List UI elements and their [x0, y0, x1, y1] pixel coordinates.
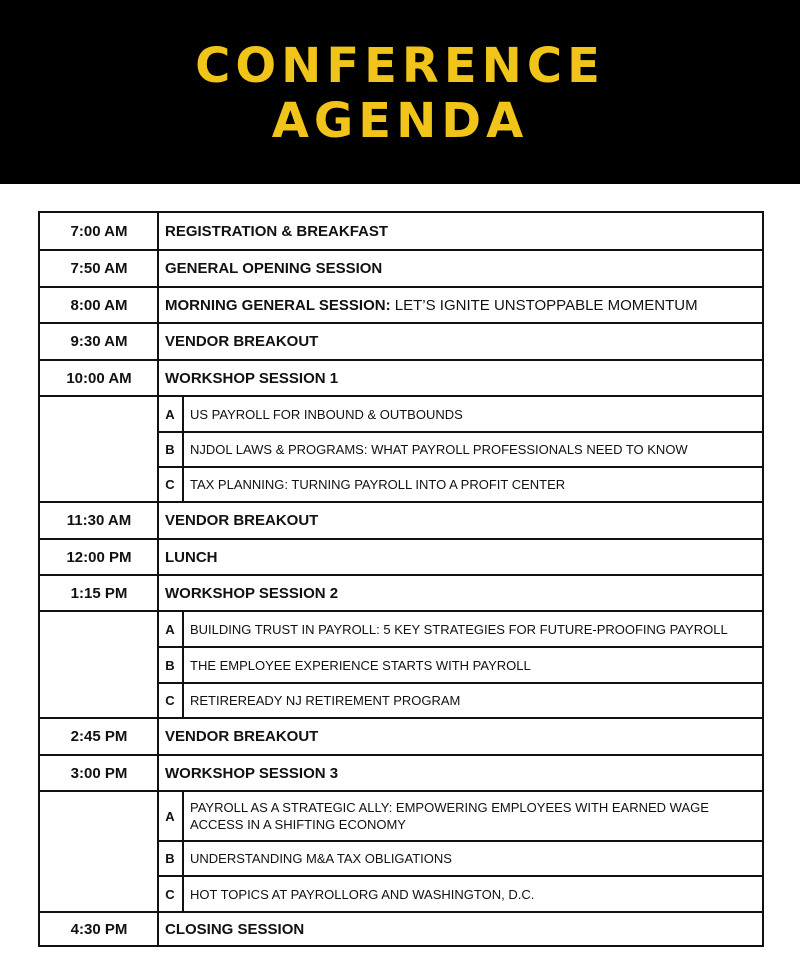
agenda-time: 7:50 AM: [70, 260, 128, 277]
agenda-time: 10:00 AM: [66, 369, 132, 387]
agenda-event: [165, 287, 756, 323]
workshop-track-title: TAX PLANNING: TURNING PAYROLL INTO A PROFIT CENTER: [190, 477, 566, 492]
row-divider-vertical: [182, 791, 184, 841]
workshop-track-letter: B: [165, 851, 175, 866]
workshop-track-title: PAYROLL AS A STRATEGIC ALLY: EMPOWERING EMPLOYEES WITH EARNED WAGE ACCESS IN A SHIFTING ECONOMY: [190, 800, 709, 832]
agenda-time: 12:00 PM: [66, 548, 132, 566]
workshop-track-letter: C: [165, 477, 175, 492]
agenda-event: [165, 755, 756, 791]
workshop-track-title: BUILDING TRUST IN PAYROLL: 5 KEY STRATEGIES FOR FUTURE-PROOFING PAYROLL: [190, 621, 728, 637]
agenda-event: [165, 912, 756, 947]
workshop-track-title: RETIREREADY NJ RETIREMENT PROGRAM: [190, 693, 461, 708]
agenda-event-title: WORKSHOP SESSION 1: [165, 369, 339, 387]
agenda-time: 8:00 AM: [70, 296, 128, 314]
workshop-track-letter: C: [165, 886, 175, 902]
page-title-line-1: CONFERENCE: [195, 38, 605, 94]
workshop-track-title: HOT TOPICS AT PAYROLLORG AND WASHINGTON, D.C.: [190, 886, 535, 902]
row-divider-vertical: [182, 876, 184, 912]
agenda-event: [165, 250, 756, 287]
agenda-time: 7:00 AM: [70, 223, 128, 240]
workshop-track-letter: A: [165, 621, 175, 637]
agenda-time: 11:30 AM: [66, 512, 132, 529]
workshop-track-letter: B: [165, 657, 175, 673]
workshop-track-letter: A: [165, 808, 175, 824]
agenda-time: 3:00 PM: [70, 764, 128, 782]
agenda-event: [165, 575, 756, 611]
agenda-time: 1:15 PM: [70, 584, 128, 602]
workshop-track-letter: A: [165, 406, 175, 422]
agenda-event-title: LUNCH: [165, 548, 218, 566]
workshop-track-letter: B: [165, 442, 175, 457]
row-divider-vertical: [182, 467, 184, 502]
workshop-track-title: UNDERSTANDING M&A TAX OBLIGATIONS: [190, 851, 452, 866]
agenda-event-title: VENDOR BREAKOUT: [165, 728, 319, 745]
row-divider-vertical: [182, 611, 184, 647]
column-divider: [157, 213, 159, 947]
agenda-event-title: GENERAL OPENING SESSION: [165, 260, 383, 277]
row-divider-vertical: [182, 647, 184, 683]
agenda-event-title: MORNING GENERAL SESSION:: [165, 296, 391, 314]
agenda-event-title: WORKSHOP SESSION 2: [165, 584, 339, 602]
agenda-table: [38, 211, 764, 947]
row-divider-vertical: [182, 841, 184, 876]
workshop-track-title: NJDOL LAWS & PROGRAMS: WHAT PAYROLL PROFESSIONALS NEED TO KNOW: [190, 442, 688, 457]
agenda-event: [165, 360, 756, 396]
agenda-time: 4:30 PM: [70, 921, 128, 938]
page-title-line-2: AGENDA: [271, 93, 529, 149]
agenda-time: 9:30 AM: [70, 333, 128, 350]
agenda-event-title: WORKSHOP SESSION 3: [165, 764, 339, 782]
agenda-event: [165, 502, 756, 539]
header-banner: [0, 0, 800, 184]
row-divider-vertical: [182, 432, 184, 467]
row-divider-vertical: [182, 683, 184, 718]
agenda-event: [165, 323, 756, 360]
workshop-track-title: US PAYROLL FOR INBOUND & OUTBOUNDS: [190, 406, 463, 422]
agenda-event: [165, 213, 756, 250]
agenda-event-title: CLOSING SESSION: [165, 921, 305, 938]
row-divider-vertical: [182, 396, 184, 432]
agenda-event: [165, 539, 756, 575]
agenda-event: [165, 718, 756, 755]
agenda-event-title: VENDOR BREAKOUT: [165, 333, 319, 350]
agenda-time: 2:45 PM: [70, 728, 128, 745]
agenda-event-subtitle: LET’S IGNITE UNSTOPPABLE MOMENTUM: [394, 296, 698, 314]
agenda-event-title: REGISTRATION & BREAKFAST: [165, 223, 389, 240]
workshop-track-letter: C: [165, 693, 175, 708]
workshop-track-title: THE EMPLOYEE EXPERIENCE STARTS WITH PAYROLL: [190, 657, 531, 673]
agenda-event-title: VENDOR BREAKOUT: [165, 512, 319, 529]
